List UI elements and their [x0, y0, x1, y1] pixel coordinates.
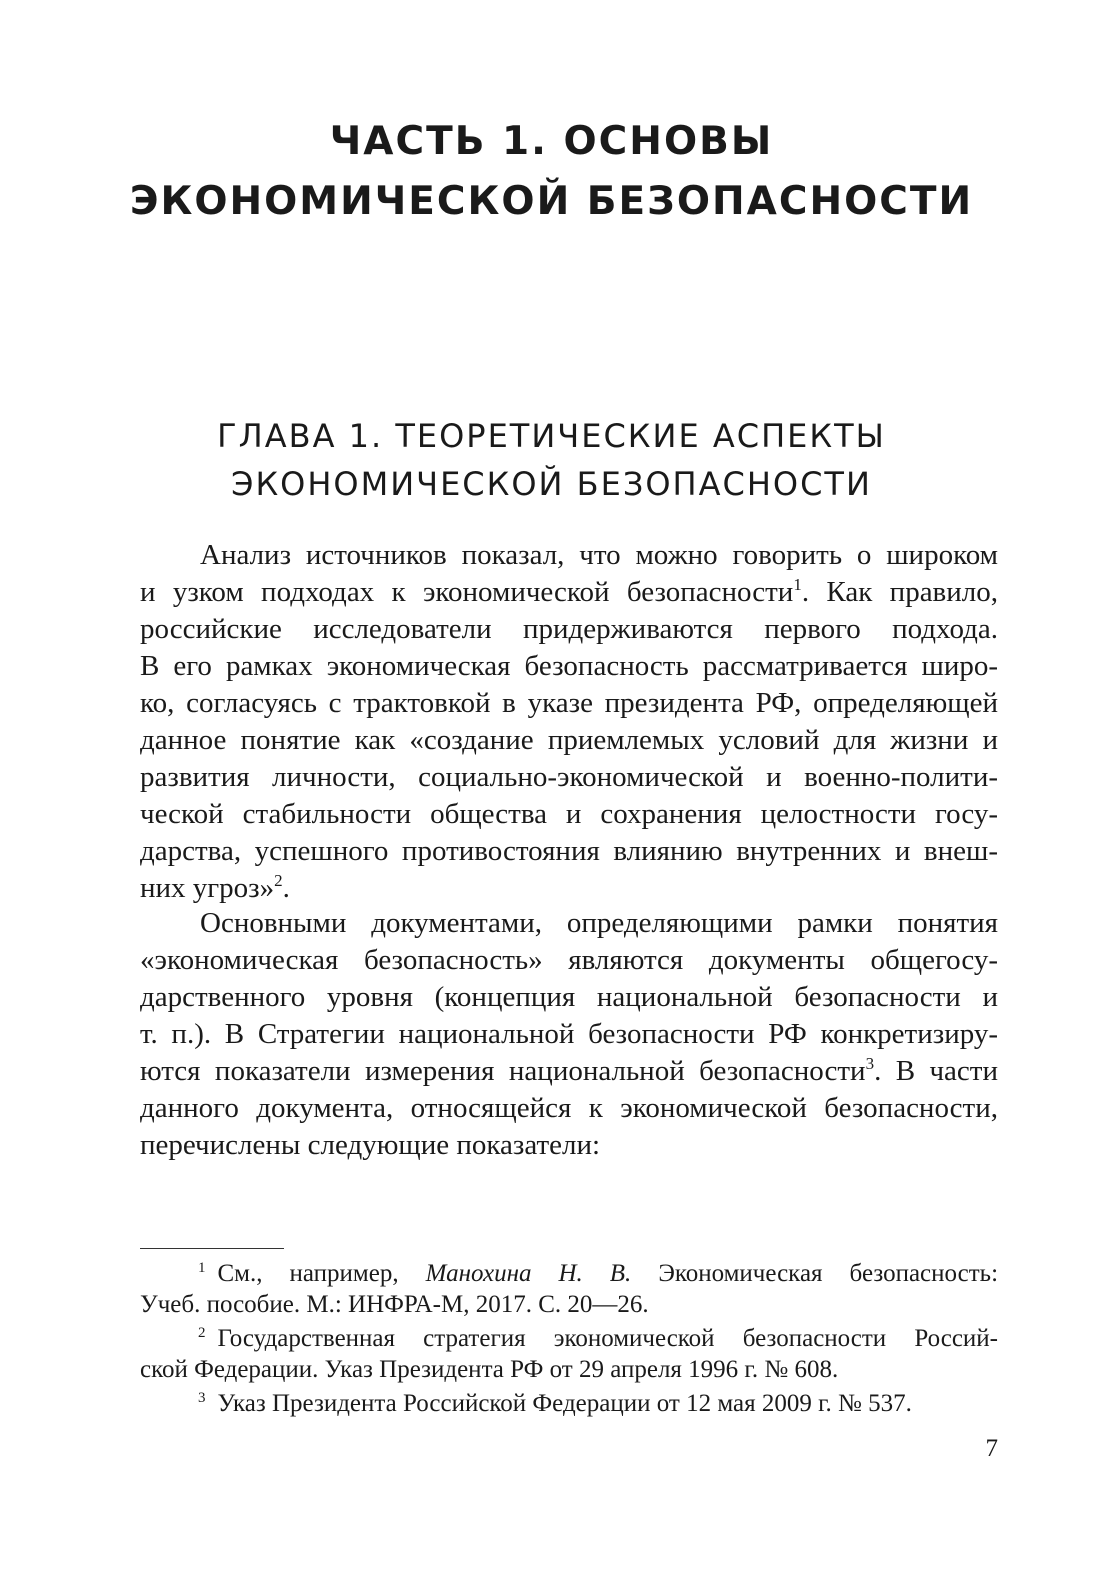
footnote-mark: 1	[198, 1260, 206, 1276]
chapter-title-line-2: ЭКОНОМИЧЕСКОЙ БЕЗОПАСНОСТИ	[231, 465, 872, 503]
text-line	[140, 870, 998, 907]
footnote-3	[140, 1388, 998, 1419]
footnote-line	[140, 1388, 998, 1419]
footnote-reference[interactable]: 2	[274, 871, 283, 890]
footnote-divider	[140, 1248, 284, 1249]
text-line: данное понятие как «создание приемлемых условий для жизни и	[140, 724, 998, 756]
text-line: ческой стабильности общества и сохранения целостности госу-	[140, 798, 998, 830]
text-line: ко, согласуясь с трактовкой в указе президента РФ, определяющей	[140, 687, 998, 719]
paragraph-1	[140, 537, 998, 907]
footnote-line	[140, 1323, 998, 1354]
footnote-line	[140, 1258, 998, 1289]
chapter-title	[0, 412, 1103, 508]
footnote-reference[interactable]: 1	[793, 575, 802, 594]
text-line: Основными документами, определяющими рамки понятия	[200, 907, 998, 939]
footnote-line: Учеб. пособие. М.: ИНФРА-М, 2017. С. 20—26.	[140, 1291, 649, 1318]
text-line: данного документа, относящейся к экономической безопасности,	[140, 1092, 998, 1124]
footnote-reference[interactable]: 3	[865, 1054, 875, 1073]
text-fragment: .	[282, 872, 290, 904]
paragraph-2	[140, 905, 998, 1164]
text-line	[140, 574, 998, 611]
text-line: дарства, успешного противостояния влиянию внутренних и внеш-	[140, 835, 998, 867]
text-line: «экономическая безопасность» являются документы общегосу-	[140, 944, 998, 976]
text-line: российские исследователи придерживаются первого подхода.	[140, 613, 998, 645]
text-fragment: . В части	[874, 1055, 998, 1087]
footnote-mark: 2	[198, 1325, 206, 1341]
footnote-2	[140, 1323, 998, 1385]
text-fragment: них угроз»	[140, 872, 275, 904]
text-fragment: См., например,	[217, 1260, 399, 1287]
text-line: В его рамках экономическая безопасность рассматривается широ-	[140, 650, 998, 682]
text-line: перечислены следующие показатели:	[140, 1129, 601, 1161]
page-number: 7	[985, 1435, 998, 1462]
text-line: развития личности, социально-экономической и военно-полити-	[140, 761, 998, 793]
text-line: Анализ источников показал, что можно говорить о широком	[200, 539, 998, 571]
text-fragment: и узком подходах к экономической безопасности	[140, 576, 794, 608]
footnote-1	[140, 1258, 998, 1320]
text-fragment: . Как правило,	[801, 576, 998, 608]
text-fragment: ются показатели измерения национальной безопасности	[140, 1055, 866, 1087]
text-line	[140, 1053, 998, 1090]
footnotes	[140, 1258, 998, 1422]
text-fragment: Экономическая безопасность:	[658, 1260, 999, 1287]
text-fragment: Государственная стратегия экономической безопасности Россий-	[217, 1325, 998, 1352]
text-fragment: Указ Президента Российской Федерации от 12 мая 2009 г. № 537.	[217, 1390, 912, 1417]
chapter-title-line-1: ГЛАВА 1. ТЕОРЕТИЧЕСКИЕ АСПЕКТЫ	[217, 417, 886, 455]
part-title-line-1: ЧАСТЬ 1. ОСНОВЫ	[329, 119, 774, 164]
footnote-author: Манохина Н. В.	[425, 1260, 632, 1287]
footnote-line: ской Федерации. Указ Президента РФ от 29 апреля 1996 г. № 608.	[140, 1356, 839, 1383]
part-title	[0, 112, 1103, 232]
footnote-mark: 3	[198, 1390, 206, 1406]
text-line: дарственного уровня (концепция национальной безопасности и	[140, 981, 998, 1013]
part-title-line-2: ЭКОНОМИЧЕСКОЙ БЕЗОПАСНОСТИ	[129, 179, 974, 224]
text-line: т. п.). В Стратегии национальной безопасности РФ конкретизиру-	[140, 1018, 998, 1050]
